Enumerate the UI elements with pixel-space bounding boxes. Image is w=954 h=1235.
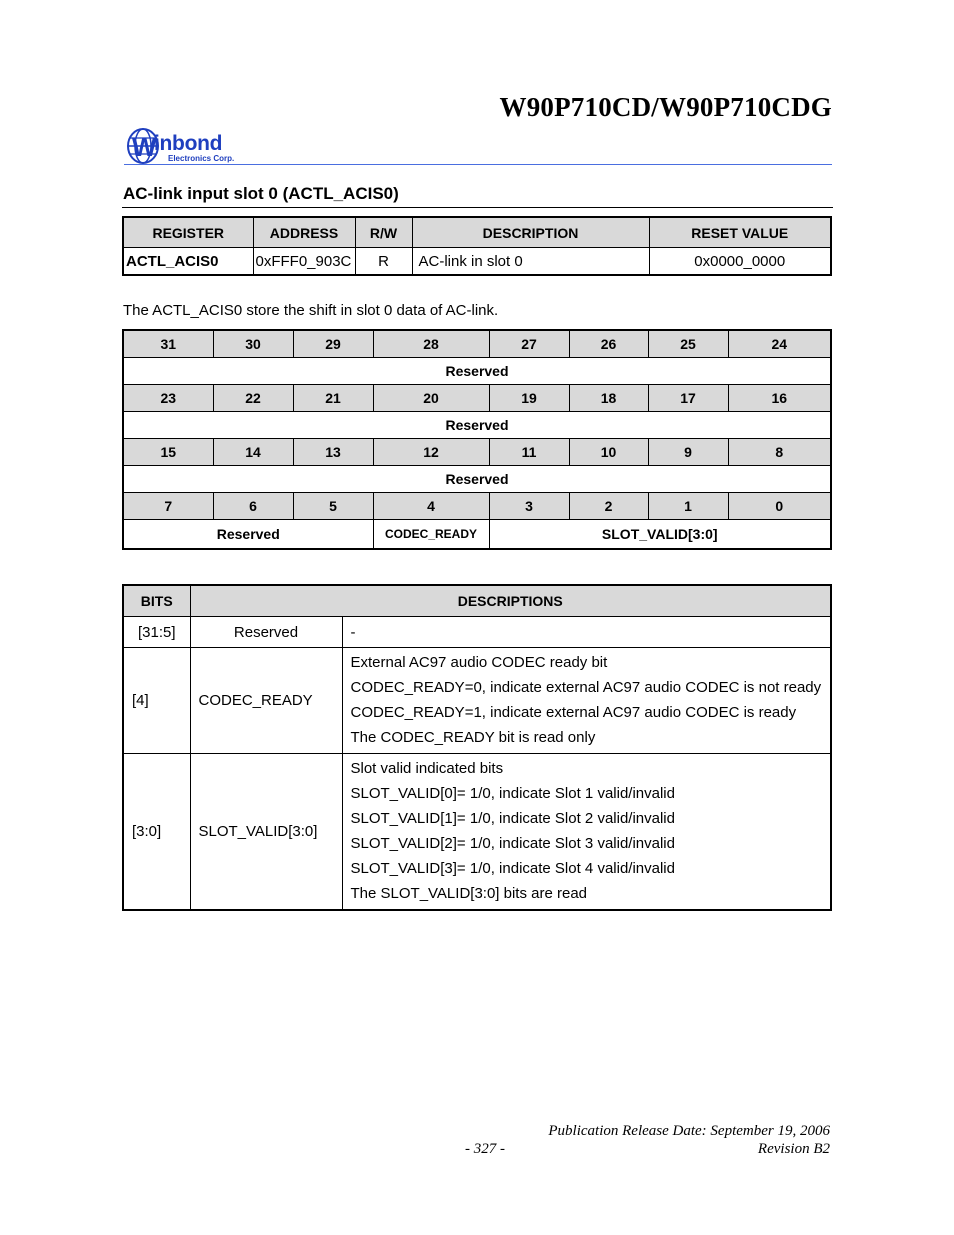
logo-wordmark: inbond (154, 132, 223, 155)
register-table-header (123, 217, 831, 248)
description-line: CODEC_READY=0, indicate external AC97 audio CODEC is not ready (350, 679, 822, 696)
description-line: SLOT_VALID[2]= 1/0, indicate Slot 3 valid/invalid (350, 835, 675, 852)
field-name-cell: CODEC_READY (190, 648, 342, 754)
register-address: 0xFFF0_903C (253, 248, 355, 276)
page-number: - 327 - (465, 1141, 505, 1157)
bit-description-table (122, 584, 832, 911)
bit-map-table (122, 329, 832, 550)
bit-number: 31 (123, 330, 213, 358)
bit-number-row (123, 493, 831, 520)
bit-number: 18 (569, 385, 648, 412)
description-line: The SLOT_VALID[3:0] bits are read (350, 885, 588, 902)
bit-number: 0 (728, 493, 831, 520)
col-header-address: ADDRESS (253, 217, 355, 248)
bit-field-row (123, 466, 831, 493)
bit-number: 12 (373, 439, 489, 466)
codec-ready-field: CODEC_READY (373, 520, 489, 550)
description-line: SLOT_VALID[0]= 1/0, indicate Slot 1 valid/invalid (350, 785, 675, 802)
logo-subtitle: Electronics Corp. (168, 154, 235, 163)
bit-number: 8 (728, 439, 831, 466)
bit-number-row (123, 385, 831, 412)
bits-cell: [4] (123, 648, 190, 754)
bit-number: 3 (489, 493, 569, 520)
bit-number: 24 (728, 330, 831, 358)
desc-table-header (123, 585, 831, 617)
description-cell: - (342, 617, 831, 648)
table-row (123, 648, 831, 754)
section-heading: AC-link input slot 0 (ACTL_ACIS0) (123, 184, 399, 203)
description-line: The CODEC_READY bit is read only (350, 729, 596, 746)
bit-field-row (123, 358, 831, 385)
reserved-field: Reserved (123, 412, 831, 439)
bit-number: 7 (123, 493, 213, 520)
bit-field-row (123, 520, 831, 550)
reserved-field: Reserved (123, 358, 831, 385)
table-row (123, 754, 831, 911)
description-line: CODEC_READY=1, indicate external AC97 audio CODEC is ready (350, 704, 797, 721)
bits-cell: [3:0] (123, 754, 190, 911)
revision-label: Revision B2 (757, 1141, 830, 1157)
bit-number-row (123, 330, 831, 358)
description-line: Slot valid indicated bits (350, 760, 504, 777)
publication-date: Publication Release Date: September 19, 2006 (548, 1123, 830, 1139)
bit-number: 2 (569, 493, 648, 520)
col-header-bits: BITS (123, 585, 190, 617)
register-access: R (355, 248, 412, 276)
bit-number: 26 (569, 330, 648, 358)
bit-number: 21 (293, 385, 373, 412)
register-name: ACTL_ACIS0 (123, 248, 253, 276)
bit-number: 22 (213, 385, 293, 412)
bit-number: 4 (373, 493, 489, 520)
bit-number: 23 (123, 385, 213, 412)
register-table (122, 216, 832, 276)
bit-number: 1 (648, 493, 728, 520)
bit-number: 19 (489, 385, 569, 412)
col-header-rw: R/W (355, 217, 412, 248)
bit-number: 11 (489, 439, 569, 466)
bit-number: 5 (293, 493, 373, 520)
reserved-field: Reserved (123, 466, 831, 493)
intro-text: The ACTL_ACIS0 store the shift in slot 0 data of AC-link. (123, 302, 499, 319)
bit-number: 6 (213, 493, 293, 520)
bit-number: 10 (569, 439, 648, 466)
description-line: SLOT_VALID[3]= 1/0, indicate Slot 4 valid/invalid (350, 860, 675, 877)
svg-text:W: W (132, 132, 157, 162)
bit-number: 16 (728, 385, 831, 412)
col-header-descriptions: DESCRIPTIONS (190, 585, 831, 617)
bit-number: 13 (293, 439, 373, 466)
bit-number: 25 (648, 330, 728, 358)
bit-number-row (123, 439, 831, 466)
bit-number: 29 (293, 330, 373, 358)
header-divider (124, 164, 832, 165)
slot-valid-field: SLOT_VALID[3:0] (489, 520, 831, 550)
bit-number: 30 (213, 330, 293, 358)
col-header-reset-value: RESET VALUE (649, 217, 831, 248)
document-title: W90P710CD/W90P710CDG (499, 92, 832, 122)
bits-cell: [31:5] (123, 617, 190, 648)
field-name-cell: SLOT_VALID[3:0] (190, 754, 342, 911)
winbond-logo (126, 126, 326, 166)
bit-number: 9 (648, 439, 728, 466)
table-row (123, 617, 831, 648)
bit-field-row (123, 412, 831, 439)
table-row (123, 248, 831, 276)
bit-number: 28 (373, 330, 489, 358)
bit-number: 17 (648, 385, 728, 412)
reserved-field: Reserved (123, 520, 373, 550)
description-line: External AC97 audio CODEC ready bit (350, 654, 608, 671)
field-name-cell: Reserved (190, 617, 342, 648)
col-header-description: DESCRIPTION (412, 217, 649, 248)
bit-number: 14 (213, 439, 293, 466)
col-header-register: REGISTER (123, 217, 253, 248)
bit-number: 27 (489, 330, 569, 358)
description-cell (342, 648, 831, 754)
register-reset-value: 0x0000_0000 (649, 248, 831, 276)
bit-number: 15 (123, 439, 213, 466)
description-cell (342, 754, 831, 911)
description-line: SLOT_VALID[1]= 1/0, indicate Slot 2 valid/invalid (350, 810, 675, 827)
bit-number: 20 (373, 385, 489, 412)
register-description: AC-link in slot 0 (412, 248, 649, 276)
section-divider (122, 207, 833, 208)
